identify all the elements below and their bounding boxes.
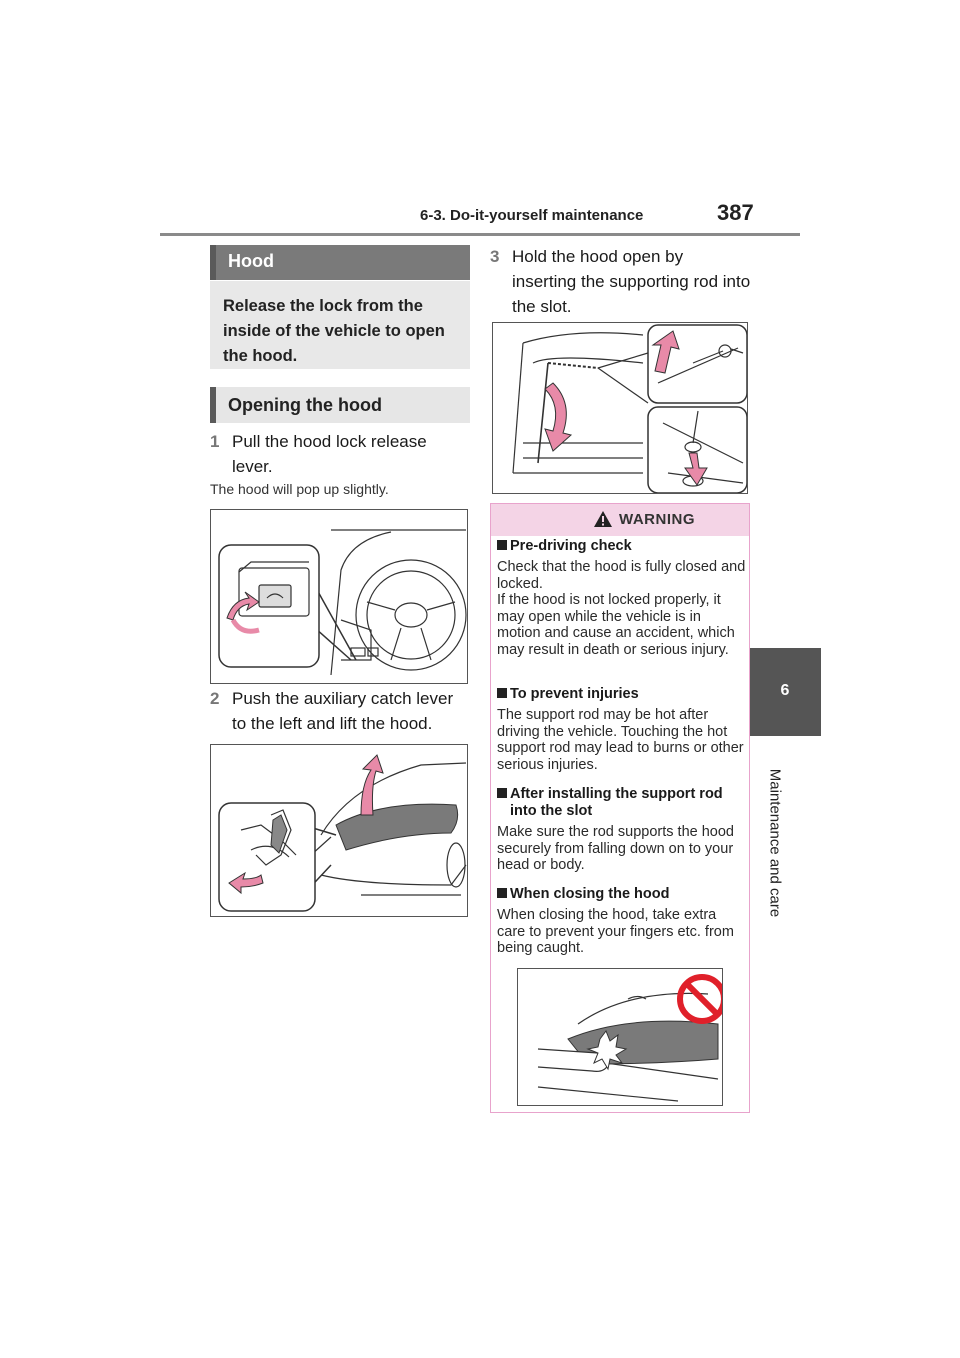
intro-box [210, 281, 470, 369]
step-1 [210, 429, 470, 479]
hood-heading-text: Hood [228, 251, 274, 271]
warning-section-body: Check that the hood is fully closed and locked. If the hood is not locked properly, it may open while the vehicle is in motion and cause an accident, which may result in death or serious injury. [497, 559, 746, 658]
step-number: 2 [210, 689, 220, 708]
step-text: Hold the hood open by inserting the supporting rod into the slot. [512, 247, 751, 316]
bullet-square-icon [497, 788, 507, 798]
warning-section-body: The support rod may be hot after driving the vehicle. Touching the hot support rod may lead to burns or other serious injuries. [497, 707, 744, 773]
support-rod-illustration [492, 322, 748, 494]
header-divider [160, 233, 800, 236]
closing-hood-caution-illustration [517, 968, 723, 1106]
warning-section [497, 538, 747, 658]
chapter-title-vertical [760, 743, 790, 943]
warning-section [497, 686, 747, 773]
warning-section-title [497, 886, 747, 903]
warning-section-title [497, 686, 747, 703]
step-2 [210, 686, 470, 736]
warning-header [491, 504, 749, 536]
step-number: 1 [210, 432, 220, 451]
intro-text: Release the lock from the inside of the vehicle to open the hood. [223, 297, 445, 365]
bullet-square-icon [497, 888, 507, 898]
warning-section-body: When closing the hood, take extra care to prevent your fingers etc. from being caught. [497, 907, 734, 956]
step-1-note: The hood will pop up slightly. [210, 481, 389, 497]
warning-title-text: Pre-driving check [510, 538, 632, 554]
step-3 [490, 244, 752, 319]
warning-heading: WARNING [619, 511, 695, 528]
page-number: 387 [717, 200, 754, 225]
warning-section-body: Make sure the rod supports the hood securely from falling down on to your head or body. [497, 824, 734, 873]
warning-section-title [497, 786, 747, 820]
bullet-square-icon [497, 540, 507, 550]
step-text: Pull the hood lock release lever. [232, 432, 427, 476]
warning-triangle-icon [593, 510, 613, 528]
bullet-square-icon [497, 688, 507, 698]
warning-section [497, 886, 747, 957]
step-text: Push the auxiliary catch lever to the left and lift the hood. [232, 689, 454, 733]
warning-title-text: When closing the hood [510, 886, 670, 902]
chapter-number: 6 [780, 682, 790, 699]
auxiliary-catch-lever-illustration [210, 744, 468, 917]
hood-heading [210, 245, 470, 280]
warning-title-text: After installing the support rod into the slot [510, 786, 723, 819]
step-number: 3 [490, 247, 500, 266]
section-title: 6-3. Do-it-yourself maintenance [420, 207, 644, 224]
warning-section [497, 786, 747, 874]
warning-box [490, 503, 750, 1113]
hood-release-lever-illustration [210, 509, 468, 684]
opening-hood-heading-text: Opening the hood [228, 395, 382, 415]
opening-hood-heading [210, 387, 470, 423]
warning-title-text: To prevent injuries [510, 686, 639, 702]
chapter-tab[interactable] [749, 648, 821, 736]
chapter-title: Maintenance and care [766, 768, 784, 918]
warning-section-title [497, 538, 747, 555]
